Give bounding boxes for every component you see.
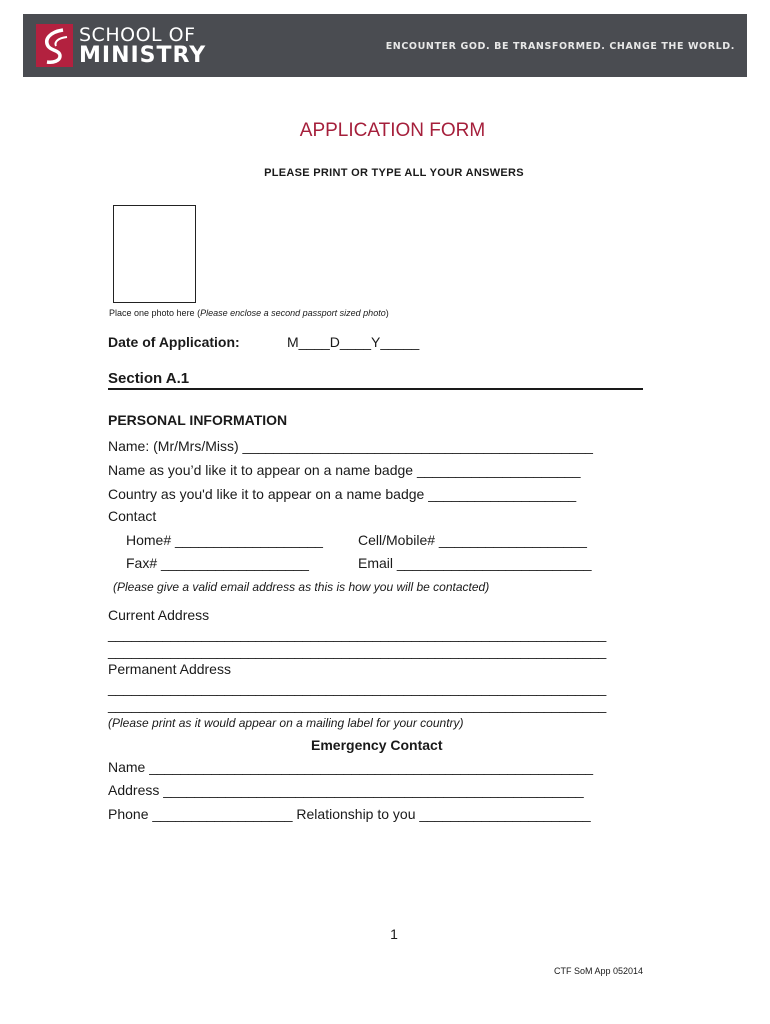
- emergency-contact-heading: Emergency Contact: [311, 737, 443, 753]
- photo-caption-italic: Please enclose a second passport sized photo: [200, 308, 386, 318]
- emergency-phone-relationship-field[interactable]: Phone __________________ Relationship to you ______________________: [108, 806, 591, 822]
- logo-line1: SCHOOL OF: [79, 24, 196, 46]
- cell-phone-field[interactable]: Cell/Mobile# ___________________: [358, 532, 587, 548]
- photo-caption-end: ): [385, 308, 389, 318]
- home-phone-field[interactable]: Home# ___________________: [126, 532, 323, 548]
- permanent-address-label: Permanent Address: [108, 661, 231, 677]
- form-subtitle: PLEASE PRINT OR TYPE ALL YOUR ANSWERS: [264, 167, 524, 179]
- tagline: ENCOUNTER GOD. BE TRANSFORMED. CHANGE THE WORLD.: [385, 41, 735, 52]
- photo-caption-plain: Place one photo here (: [109, 308, 201, 318]
- logo-wordmark: [79, 26, 206, 67]
- logo-line2: MINISTRY: [79, 43, 207, 68]
- badge-name-field[interactable]: Name as you’d like it to appear on a name badge _____________________: [108, 462, 581, 478]
- contact-label: Contact: [108, 508, 157, 524]
- personal-info-heading: PERSONAL INFORMATION: [108, 412, 288, 428]
- footer-code: CTF SoM App 052014: [554, 966, 644, 976]
- flame-swirl-icon: [36, 24, 73, 67]
- section-divider: [108, 388, 643, 390]
- page-number: 1: [390, 926, 398, 942]
- mailing-note: (Please print as it would appear on a mailing label for your country): [108, 716, 464, 730]
- fax-field[interactable]: Fax# ___________________: [126, 555, 309, 571]
- photo-caption: [109, 308, 389, 318]
- form-title: APPLICATION FORM: [299, 120, 486, 141]
- permanent-address-line1[interactable]: ________________________________________________________________: [108, 680, 607, 696]
- section-title: Section A.1: [108, 370, 190, 387]
- badge-country-field[interactable]: Country as you'd like it to appear on a name badge ___________________: [108, 486, 577, 502]
- date-fields[interactable]: M____D____Y_____: [287, 334, 420, 350]
- permanent-address-line2[interactable]: ________________________________________________________________: [108, 697, 607, 713]
- date-label: Date of Application:: [108, 334, 240, 350]
- current-address-label: Current Address: [108, 607, 210, 623]
- email-field[interactable]: Email _________________________: [358, 555, 592, 571]
- name-field[interactable]: Name: (Mr/Mrs/Miss) _____________________________________________: [108, 438, 593, 454]
- emergency-address-field[interactable]: Address ______________________________________________________: [108, 782, 584, 798]
- current-address-line2[interactable]: ________________________________________________________________: [108, 643, 607, 659]
- header-banner: [23, 14, 747, 77]
- current-address-line1[interactable]: ________________________________________________________________: [108, 626, 607, 642]
- emergency-name-field[interactable]: Name _________________________________________________________: [108, 759, 594, 775]
- email-note: (Please give a valid email address as this is how you will be contacted): [113, 580, 490, 594]
- photo-box[interactable]: [113, 205, 196, 303]
